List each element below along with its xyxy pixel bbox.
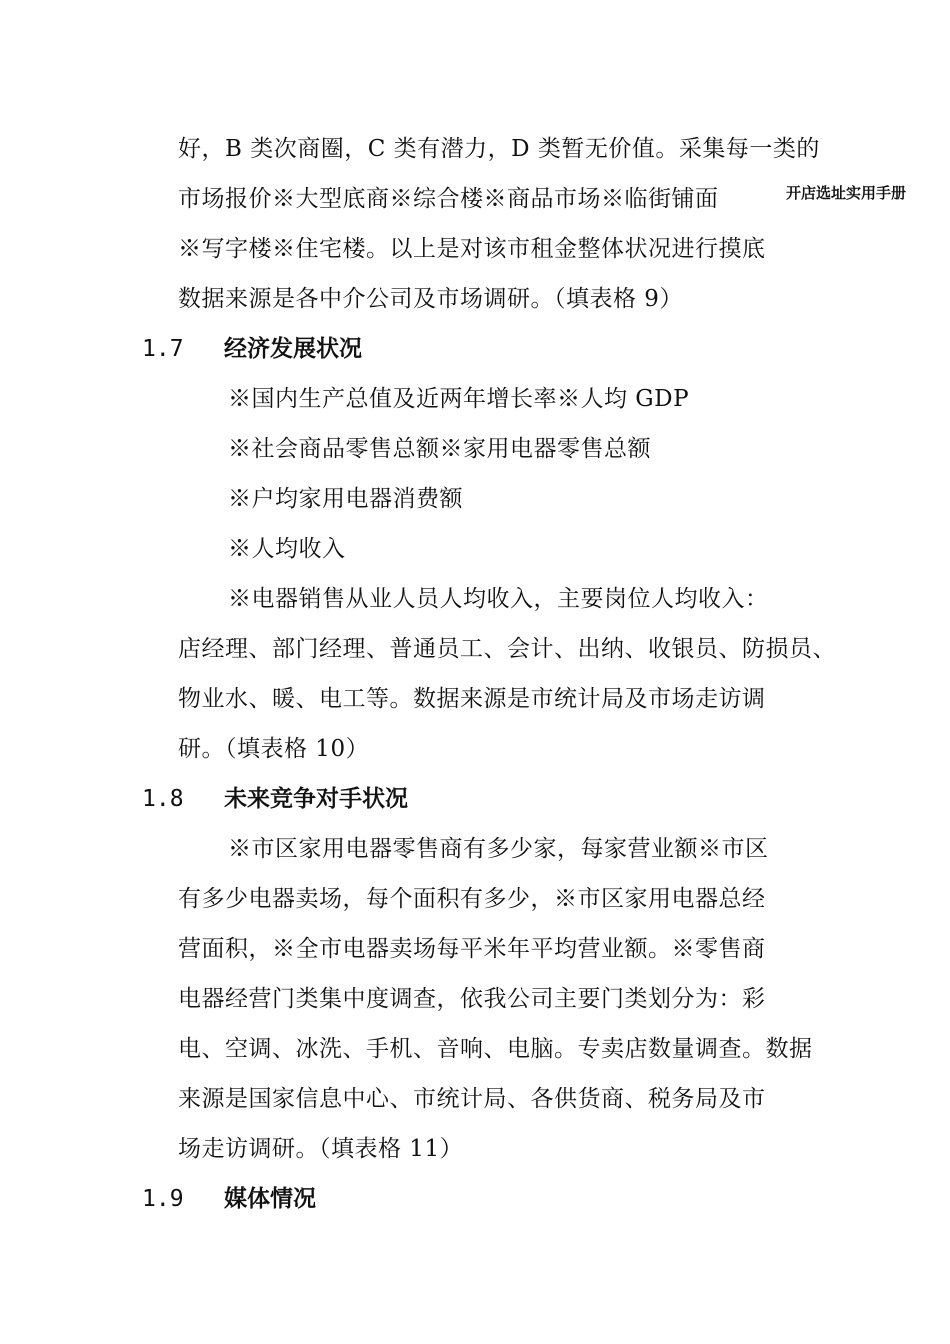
document-header-title: 开店选址实用手册 <box>786 184 907 202</box>
body-line: 有多少电器卖场，每个面积有多少，※市区家用电器总经 <box>178 886 766 912</box>
body-line: 物业水、暖、电工等。数据来源是市统计局及市场走访调 <box>178 686 766 712</box>
section-number: 1.7 <box>142 336 184 362</box>
body-line: ※国内生产总值及近两年增长率※人均 GDP <box>228 386 690 412</box>
section-number: 1.9 <box>142 1186 184 1212</box>
body-line: 来源是国家信息中心、市统计局、各供货商、税务局及市 <box>178 1086 766 1112</box>
body-line: 营面积，※全市电器卖场每平米年平均营业额。※零售商 <box>178 936 766 962</box>
section-number: 1.8 <box>142 786 184 812</box>
body-line: 电、空调、冰洗、手机、音响、电脑。专卖店数量调查。数据 <box>178 1036 813 1062</box>
body-line: ※社会商品零售总额※家用电器零售总额 <box>228 436 651 462</box>
intro-line: 好，B 类次商圈，C 类有潜力，D 类暂无价值。采集每一类的 <box>178 136 820 162</box>
body-line: 场走访调研。（填表格 11） <box>178 1136 464 1162</box>
body-line: ※户均家用电器消费额 <box>228 486 463 512</box>
section-heading: 未来竞争对手状况 <box>224 786 408 812</box>
intro-line: 数据来源是各中介公司及市场调研。（填表格 9） <box>178 286 683 312</box>
section-heading: 经济发展状况 <box>224 336 362 362</box>
body-line: 店经理、部门经理、普通员工、会计、出纳、收银员、防损员、 <box>178 636 836 662</box>
body-line: ※人均收入 <box>228 536 346 562</box>
intro-line: ※写字楼※住宅楼。以上是对该市租金整体状况进行摸底 <box>178 236 766 262</box>
intro-line: 市场报价※大型底商※综合楼※商品市场※临街铺面 <box>178 186 719 212</box>
body-line: ※电器销售从业人员人均收入，主要岗位人均收入： <box>228 586 769 612</box>
body-line: 研。（填表格 10） <box>178 736 370 762</box>
section-heading: 媒体情况 <box>224 1186 316 1212</box>
body-line: ※市区家用电器零售商有多少家，每家营业额※市区 <box>228 836 769 862</box>
body-line: 电器经营门类集中度调查，依我公司主要门类划分为：彩 <box>178 986 766 1012</box>
